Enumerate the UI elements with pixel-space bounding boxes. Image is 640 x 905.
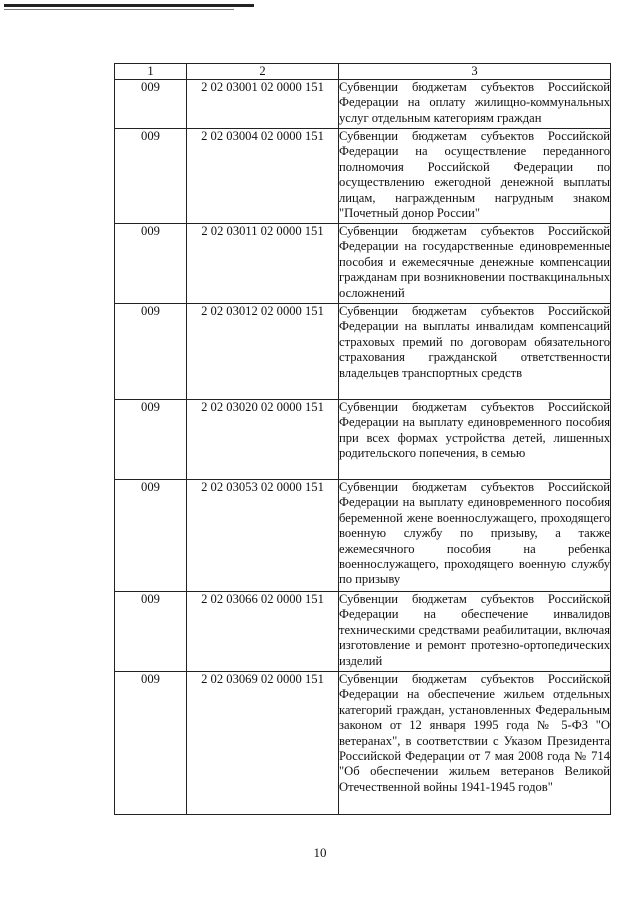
- admin-code-cell: 009: [115, 400, 187, 480]
- admin-code-cell: 009: [115, 480, 187, 592]
- budget-code-cell: 2 02 03020 02 0000 151: [187, 400, 339, 480]
- admin-code-cell: 009: [115, 304, 187, 400]
- table-row: [115, 480, 611, 592]
- budget-code-cell: 2 02 03012 02 0000 151: [187, 304, 339, 400]
- admin-code-cell: 009: [115, 592, 187, 672]
- table-header-row: [115, 64, 611, 80]
- table-row: [115, 672, 611, 815]
- description-cell: Субвенции бюджетам субъектов Российской Федерации на обеспечение жильем отдельных категорий граждан, установленных Федеральным законом от 12 января 1995 года № 5-ФЗ "О ветеранах", в соответствии с Указом Президента Российской Федерации от 7 мая 2008 года № 714 "Об обеспечении жильем ветеранов Великой Отечественной войны 1941-1945 годов": [339, 672, 611, 815]
- budget-code-cell: 2 02 03069 02 0000 151: [187, 672, 339, 815]
- description-cell: Субвенции бюджетам субъектов Российской Федерации на обеспечение инвалидов техническими средствами реабилитации, включая изготовление и ремонт протезно-ортопедических изделий: [339, 592, 611, 672]
- description-cell: Субвенции бюджетам субъектов Российской Федерации на выплату единовременного пособия беременной жене военнослужащего, проходящего военную службу по призыву, а также ежемесячного пособия на ребенка военнослужащего, проходящего военную службу по призыву: [339, 480, 611, 592]
- admin-code-cell: 009: [115, 80, 187, 129]
- budget-code-cell: 2 02 03053 02 0000 151: [187, 480, 339, 592]
- scan-artifact-line-thin: [4, 9, 234, 10]
- table-row: [115, 304, 611, 400]
- page-number: 10: [313, 845, 327, 860]
- budget-code-cell: 2 02 03004 02 0000 151: [187, 129, 339, 224]
- budget-code-cell: 2 02 03001 02 0000 151: [187, 80, 339, 129]
- table-row: [115, 400, 611, 480]
- scan-artifact-line: [4, 4, 254, 7]
- admin-code-cell: 009: [115, 129, 187, 224]
- budget-code-cell: 2 02 03011 02 0000 151: [187, 224, 339, 304]
- table-row: [115, 224, 611, 304]
- admin-code-cell: 009: [115, 224, 187, 304]
- column-header-3: 3: [339, 64, 611, 80]
- admin-code-cell: 009: [115, 672, 187, 815]
- budget-code-cell: 2 02 03066 02 0000 151: [187, 592, 339, 672]
- table-row: [115, 129, 611, 224]
- description-cell: Субвенции бюджетам субъектов Российской Федерации на выплаты инвалидам компенсаций страховых премий по договорам обязательного страхования гражданской ответственности владельцев транспортных средств: [339, 304, 611, 400]
- column-header-1: 1: [115, 64, 187, 80]
- description-cell: Субвенции бюджетам субъектов Российской Федерации на оплату жилищно-коммунальных услуг отдельным категориям граждан: [339, 80, 611, 129]
- description-cell: Субвенции бюджетам субъектов Российской Федерации на выплату единовременного пособия при всех формах устройства детей, лишенных родительского попечения, в семью: [339, 400, 611, 480]
- description-cell: Субвенции бюджетам субъектов Российской Федерации на государственные единовременные пособия и ежемесячные денежные компенсации гражданам при возникновении поствакцинальных осложнений: [339, 224, 611, 304]
- column-header-2: 2: [187, 64, 339, 80]
- table-row: [115, 592, 611, 672]
- description-cell: Субвенции бюджетам субъектов Российской Федерации на осуществление переданного полномочия Российской Федерации по осуществлению ежегодной денежной выплаты лицам, награжденным нагрудным знаком "Почетный донор России": [339, 129, 611, 224]
- budget-revenue-table: [114, 63, 611, 815]
- table-row: [115, 80, 611, 129]
